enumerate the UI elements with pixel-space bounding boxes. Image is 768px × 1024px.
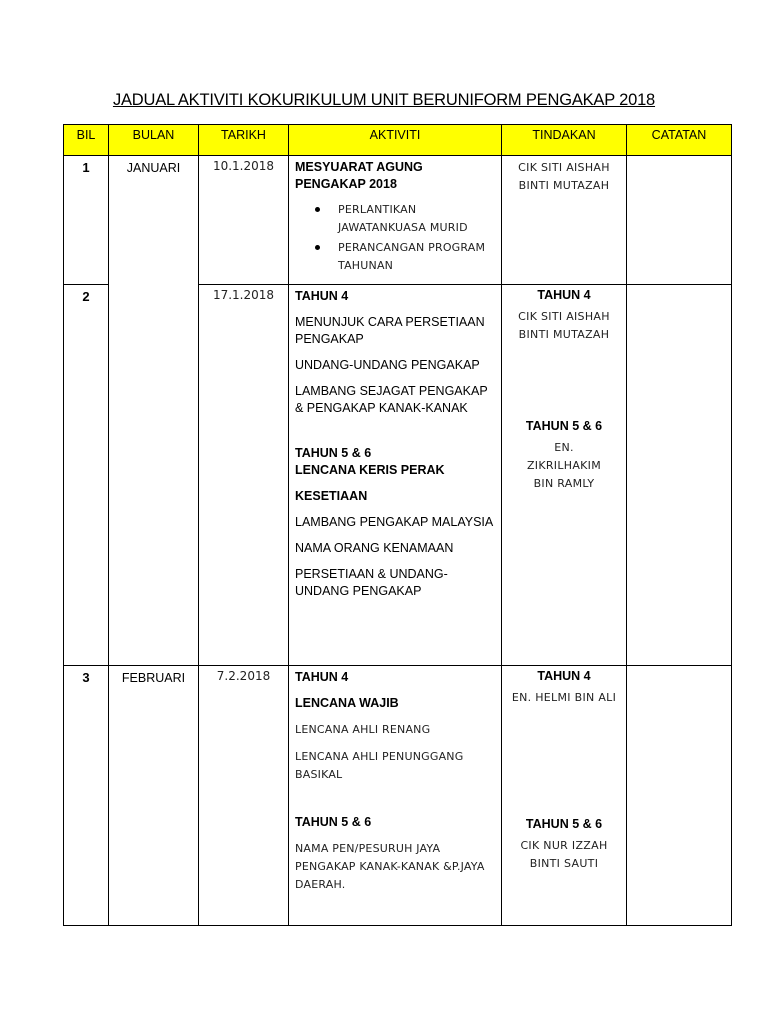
aktiviti-group-heading: TAHUN 4 (295, 670, 349, 684)
cell-bil: 2 (64, 285, 109, 666)
aktiviti-item: PERSETIAAN & UNDANG-UNDANG PENGAKAP (295, 567, 448, 598)
cell-catatan (627, 156, 732, 285)
table-row (64, 156, 732, 285)
cell-bulan (109, 156, 199, 666)
cell-tarikh: 7.2.2018 (199, 666, 289, 926)
cell-bulan: FEBRUARI (109, 666, 199, 926)
tindakan-heading: TAHUN 4 (537, 669, 591, 683)
aktiviti-item: LAMBANG PENGAKAP MALAYSIA (295, 515, 494, 529)
aktiviti-item: NAMA PEN/PESURUH JAYA PENGAKAP KANAK-KANAK &P.JAYA DAERAH. (295, 842, 485, 891)
header-bulan: BULAN (109, 125, 199, 156)
table-header-row (64, 125, 732, 156)
header-tindakan: TINDAKAN (502, 125, 627, 156)
header-bil: BIL (64, 125, 109, 156)
header-catatan: CATATAN (627, 125, 732, 156)
bullet-icon (315, 245, 320, 250)
cell-tarikh: 17.1.2018 (199, 285, 289, 666)
aktiviti-group-heading: TAHUN 5 & 6 (295, 446, 372, 460)
tindakan-name: CIK NUR IZZAH BINTI SAUTI (520, 839, 608, 870)
cell-tindakan (502, 666, 627, 926)
aktiviti-group-heading: TAHUN 5 & 6 (295, 815, 372, 829)
aktiviti-subheading: LENCANA WAJIB (295, 696, 399, 710)
list-item: PERANCANGAN PROGRAM TAHUNAN (295, 239, 495, 275)
cell-tindakan (502, 156, 627, 285)
aktiviti-item: MENUNJUK CARA PERSETIAAN PENGAKAP (295, 315, 485, 346)
list-item: PERLANTIKAN JAWATANKUASA MURID (295, 201, 495, 237)
cell-aktiviti (289, 666, 502, 926)
aktiviti-subheading: KESETIAAN (295, 489, 368, 503)
aktiviti-bullet-list (295, 201, 495, 275)
cell-aktiviti (289, 156, 502, 285)
aktiviti-item: LAMBANG SEJAGAT PENGAKAP & PENGAKAP KANAK-KANAK (295, 384, 488, 415)
aktiviti-item: LENCANA AHLI RENANG (295, 723, 431, 736)
aktiviti-group-heading: TAHUN 4 (295, 289, 349, 303)
tindakan-heading: TAHUN 4 (537, 288, 591, 302)
document-title: JADUAL AKTIVITI KOKURIKULUM UNIT BERUNIFORM PENGAKAP 2018 (112, 91, 656, 109)
cell-catatan (627, 666, 732, 926)
activity-table (63, 124, 732, 926)
aktiviti-subheading: LENCANA KERIS PERAK (295, 463, 445, 477)
header-aktiviti: AKTIVITI (289, 125, 502, 156)
cell-bil: 1 (64, 156, 109, 285)
table-row (64, 666, 732, 926)
cell-catatan (627, 285, 732, 666)
tindakan-name: CIK SITI AISHAH BINTI MUTAZAH (518, 310, 610, 341)
bullet-icon (315, 207, 320, 212)
aktiviti-item: NAMA ORANG KENAMAAN (295, 541, 454, 555)
aktiviti-item: UNDANG-UNDANG PENGAKAP (295, 358, 480, 372)
tindakan-name: EN. HELMI BIN ALI (511, 691, 617, 704)
header-tarikh: TARIKH (199, 125, 289, 156)
cell-tarikh: 10.1.2018 (199, 156, 289, 285)
tindakan-heading: TAHUN 5 & 6 (525, 419, 603, 433)
tindakan-name: EN. ZIKRILHAKIM BIN RAMLY (526, 441, 602, 490)
cell-tindakan (502, 285, 627, 666)
aktiviti-heading: MESYUARAT AGUNG PENGAKAP 2018 (295, 160, 423, 191)
cell-aktiviti (289, 285, 502, 666)
bulan-label: JANUARI (126, 161, 181, 175)
aktiviti-item: LENCANA AHLI PENUNGGANG BASIKAL (295, 750, 464, 781)
tindakan-name: CIK SITI AISHAH BINTI MUTAZAH (518, 161, 610, 192)
tindakan-heading: TAHUN 5 & 6 (525, 817, 603, 831)
cell-bil: 3 (64, 666, 109, 926)
